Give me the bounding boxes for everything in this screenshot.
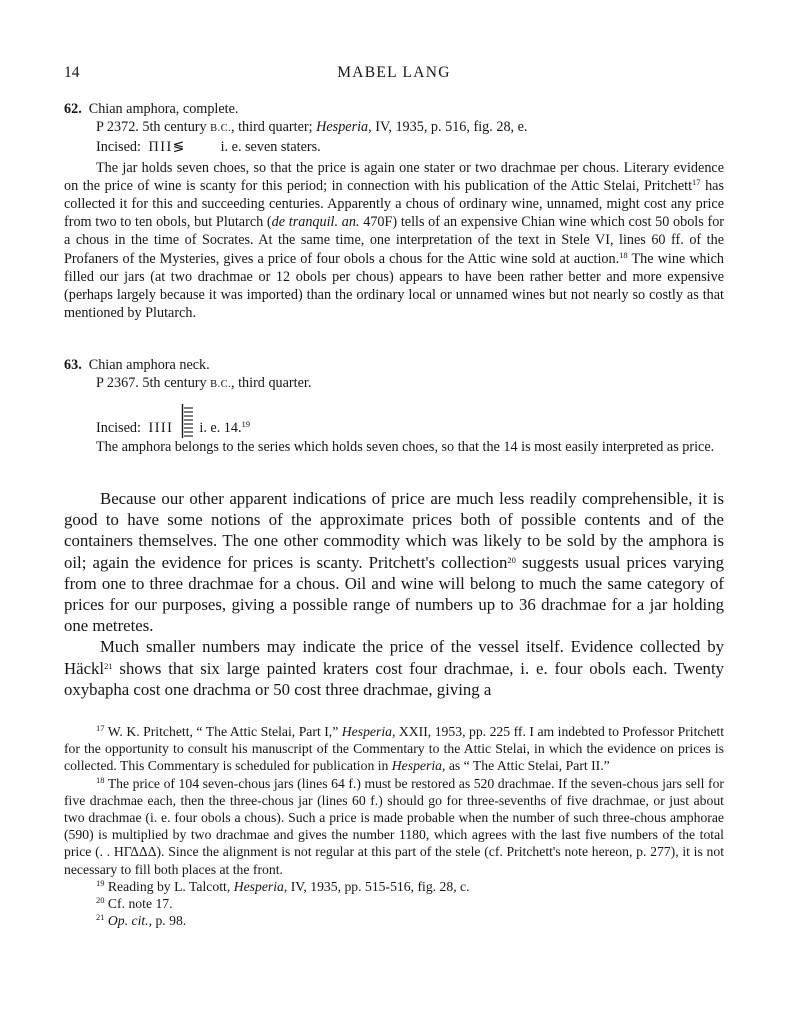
para-text: which filled our jars (at two drachmae or 12 obols per chous) appears to have been rather better	[64, 250, 724, 285]
footnote-number: 17	[96, 723, 105, 733]
footnote-italic: Op. cit.	[107, 913, 149, 929]
footnote-ref-20: 20	[507, 554, 516, 565]
journal-reference: , IV, 1935, p. 516, fig. 28, e.	[368, 119, 528, 136]
entry-title-line	[64, 100, 724, 118]
footnote-ref-19: 19	[241, 419, 251, 430]
entry-paragraph	[64, 438, 724, 456]
para-italic: tranquil. an.	[288, 214, 360, 231]
incised-line	[64, 138, 724, 156]
footnote-text: , as “ The Attic Stelai, Part II.”	[441, 758, 610, 774]
bc-abbrev: B.C.	[210, 123, 232, 135]
footnote-text: Cf. note 17.	[107, 896, 173, 912]
incised-numeral-glyph: ΙΙΙΙ	[148, 420, 174, 437]
para-text: 470F) tells of an expensive Chian wine which cost 50 obols for a chous in the time of	[64, 214, 725, 249]
para-text: chous of ordinary wine, unnamed, might cost any price from two to ten obols, but Plutarch (	[64, 196, 724, 231]
body-text: Much smaller numbers may indicate the price of the vessel itself. Evidence collected by Häckl	[64, 637, 724, 678]
catalogue-entry-62	[64, 100, 724, 322]
footnote-18	[64, 775, 724, 878]
body-text: Because our other apparent indications of price are much less readily comprehensible, it is good to have some notions of the approximate prices both of possible contents and of the containers themselves. The one other commodity which was likely to be sold by the amphora is oil; again the evidence for prices is scanty. Pritchett's collection	[64, 489, 724, 572]
main-body-text	[64, 488, 724, 700]
footnote-text: Reading by L. Talcott,	[107, 878, 231, 894]
para-italic: de	[271, 214, 286, 231]
running-title-author: MABEL LANG	[337, 64, 451, 81]
footnote-ref-21: 21	[104, 660, 113, 671]
para-text: The amphora belongs to the series which holds seven choes, so that the 14 is most easily	[96, 439, 599, 456]
catalogue-entry-63	[64, 356, 724, 457]
footnote-number: 18	[96, 774, 105, 785]
inventory-number: P 2372.	[96, 119, 139, 136]
date-quarter: , third quarter;	[231, 119, 313, 136]
footnote-number: 20	[96, 895, 105, 906]
incised-line	[64, 404, 724, 437]
entry-title-line	[64, 356, 724, 374]
footnote-ref-17: 17	[692, 176, 701, 187]
incised-reading: i. e. seven staters.	[220, 139, 321, 156]
entry-title: Chian amphora, complete.	[88, 101, 239, 117]
body-text: suggests usual prices varying from one to three drachmae for a chous. Oil and wine will belong to much the same category of prices for our purposes, giving a possible range of numbers up to 36 drachmae for a jar holding one metretes.	[64, 552, 724, 636]
footnote-text: , IV, 1935, pp. 515-516, fig. 28, c.	[283, 878, 470, 894]
bc-abbrev: B.C.	[210, 379, 232, 391]
para-text: The wine	[631, 250, 686, 267]
para-text: of the Attic Stelai, Pritchett	[533, 177, 693, 194]
footnote-text: , XXII, 1953, pp. 225 ff. I am indebted to Professor Pritchett for the opportunity to consult his manuscript of the Commentary to the Attic Stelai, in which the evidence on prices is collected. This Commentary is scheduled for publication in	[64, 724, 724, 774]
incised-numeral-glyph: ΠΙΙ≶	[148, 139, 187, 156]
running-header	[64, 64, 724, 84]
para-text: Literary evidence on the price of wine is scanty for this period; in connection with his publication	[64, 159, 725, 194]
entry-title: Chian amphora neck.	[88, 357, 210, 373]
journal-name: Hesperia	[316, 119, 369, 136]
date-text: 5th century	[142, 375, 207, 392]
entry-reference-line	[64, 374, 724, 394]
body-paragraph-2	[64, 636, 724, 700]
journal-name: Hesperia	[341, 724, 392, 739]
footnote-20	[64, 895, 724, 912]
footnote-text: The price of 104 seven-chous jars (lines 64 f.) must be restored as 520 drachmae. If the seven-chous jars sell for five drachmae each, then the three-chous jar (lines 60 f.) should go for three-sevenths of five drachmae, or just about two drachmae (i. e. four obols a chous). Such a price is made probable when the number of such three-chous amphorae (590) is multiplied by two drachmae and gives the number 1180, which agrees with the last five numbers of the total price (. . HΓΔΔΔ). Since the alignment is not regular at this part of the stele (cf. Pritchett's note hereon, p. 277), it is not necessary to fill both places at the front.	[64, 775, 724, 877]
para-text: interpreted as price.	[601, 439, 715, 456]
para-text: The jar holds seven choes, so that the price is again one stater or two drachmae per chous.	[96, 159, 620, 176]
page-number: 14	[64, 64, 80, 81]
incised-label: Incised:	[96, 139, 141, 156]
entry-paragraph	[64, 159, 724, 323]
incised-reading: i. e. 14.	[199, 420, 242, 437]
footnote-ref-18: 18	[619, 249, 628, 260]
inventory-number: P 2367.	[96, 375, 139, 392]
footnote-text: W. K. Pritchett, “ The Attic Stelai, Part I,”	[107, 724, 339, 739]
para-text: has collected it for this and succeeding centuries. Apparently a	[64, 177, 724, 213]
entry-number: 63.	[64, 357, 82, 373]
incised-label: Incised:	[96, 420, 141, 437]
body-text: shows that six large painted kraters cost four drachmae, i. e. four obols each. Twenty oxybapha cost one drachma or 50 cost three drachmae, giving a	[64, 658, 725, 699]
para-text: wines but not nearly so costly as that mentioned by Plutarch.	[64, 287, 725, 322]
journal-name: Hesperia	[391, 758, 442, 774]
footnote-number: 21	[96, 912, 105, 923]
date-quarter: , third quarter.	[231, 375, 312, 392]
footnote-text: , p. 98.	[148, 913, 187, 929]
para-text: Socrates. At the same time, one interpretation of the text in Stele VI, lines 60 ff. of the Profaners	[64, 232, 724, 267]
entry-reference-line	[64, 118, 724, 138]
para-text: and more expensive (perhaps largely because it was imported) than the ordinary local or unnamed	[64, 268, 724, 304]
footnote-19	[64, 878, 724, 895]
footnotes	[64, 723, 724, 929]
stacked-numeral-mark	[181, 404, 195, 438]
footnote-number: 19	[96, 877, 105, 888]
entry-number: 62.	[64, 101, 82, 117]
body-paragraph-1	[64, 488, 724, 636]
date-text: 5th century	[142, 119, 207, 136]
footnote-21	[64, 912, 724, 929]
para-text: of the Mysteries, gives a price of four obols a chous for the Attic wine sold at auction.	[122, 250, 620, 267]
footnote-17	[64, 723, 724, 775]
journal-name: Hesperia	[233, 878, 284, 894]
